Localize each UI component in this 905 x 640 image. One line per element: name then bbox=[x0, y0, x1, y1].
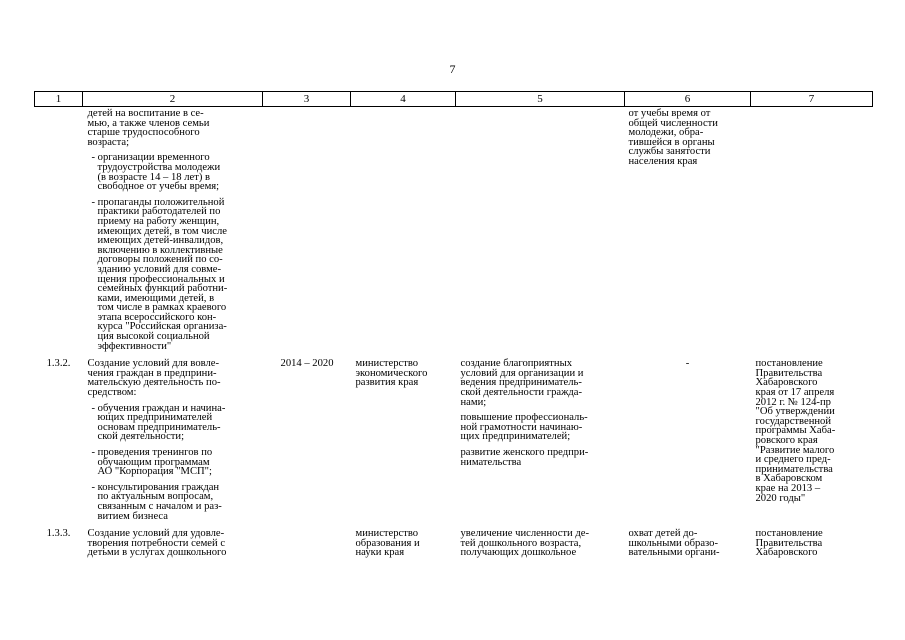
legal-basis-cell: постановление Правительства Хабаровского bbox=[755, 528, 823, 559]
table-row bbox=[35, 107, 873, 360]
measure-paragraph: Создание условий для вовле- чения граждан в предприни- мательскую деятельность по- средством: bbox=[87, 358, 221, 399]
column-number-6: 6 bbox=[625, 92, 751, 107]
indicator-cell: охват детей до- школьными образо- вательными органи- bbox=[628, 528, 720, 559]
result-paragraph: создание благоприятных условий для организации и ведения предприниматель- ской деятельности гражда- нами; bbox=[460, 358, 584, 408]
column-number-4: 4 bbox=[351, 92, 456, 107]
column-number-5: 5 bbox=[456, 92, 625, 107]
column-number-row bbox=[35, 92, 873, 107]
measure-paragraph: - пропаганды положительной практики работодателей по приему на работу женщин, имеющих детей, в том числе имеющих детей-инвалидов, включению в коллективные договоры положений по со- зданию условий для совме- щения профессиональных и семейных функций работни- ками, имеющими детей, в том числе в рамках краевого этапа всероссийского кон- курса "Российская организа- ция высокой социальной эффективности" bbox=[91, 196, 228, 352]
executor-cell: министерство образования и науки края bbox=[355, 528, 420, 559]
legal-basis-cell bbox=[751, 107, 873, 360]
expected-results-cell bbox=[456, 107, 625, 360]
result-paragraph: увеличение численности де- тей дошкольного возраста, получающих дошкольное bbox=[460, 528, 589, 559]
measure-paragraph: Создание условий для удовле- творения потребности семей с детьми в услугах дошкольного bbox=[87, 528, 227, 559]
expected-results-cell bbox=[456, 529, 625, 558]
measure-description-cell bbox=[83, 107, 263, 360]
table-row bbox=[35, 529, 873, 558]
measure-paragraph: - организации временного трудоустройства молодежи (в возрасте 14 – 18 лет) в свободное от учебы время; bbox=[91, 152, 221, 193]
period-cell bbox=[263, 529, 351, 558]
table-row bbox=[35, 359, 873, 529]
measure-number-cell bbox=[35, 107, 83, 360]
measure-paragraph: детей на воспитание в се- мью, а также членов семьи старше трудоспособного возраста; bbox=[87, 108, 210, 148]
measure-description-cell bbox=[83, 359, 263, 529]
indicator-cell: - bbox=[685, 358, 690, 370]
column-number-3: 3 bbox=[263, 92, 351, 107]
measure-paragraph: - консультирования граждан по актуальным вопросам, связанным с началом и раз- витием бизнеса bbox=[91, 481, 222, 522]
column-number-7: 7 bbox=[751, 92, 873, 107]
result-paragraph: повышение профессиональ- ной грамотности начинаю- щих предпринимателей; bbox=[460, 412, 588, 443]
result-paragraph: развитие женского предпри- нимательства bbox=[460, 447, 589, 468]
executor-cell bbox=[351, 107, 456, 360]
measure-number-cell: 1.3.2. bbox=[46, 358, 71, 370]
period-cell bbox=[263, 107, 351, 360]
page-number: 7 bbox=[449, 62, 456, 76]
measure-number-cell: 1.3.3. bbox=[46, 528, 71, 540]
expected-results-cell bbox=[456, 359, 625, 529]
measure-description-cell bbox=[83, 529, 263, 558]
period-cell: 2014 – 2020 bbox=[280, 358, 334, 370]
column-number-2: 2 bbox=[83, 92, 263, 107]
indicator-cell: от учебы время от общей численности молодежи, обра- тившейся в органы службы занятости населения края bbox=[628, 108, 718, 167]
column-number-1: 1 bbox=[35, 92, 83, 107]
legal-basis-cell: постановление Правительства Хабаровского края от 17 апреля 2012 г. № 124-пр "Об утверждении государственной программы Хаба- ровского края "Развитие малого и среднего пред- принимательства в Хабаровском крае на 2013 – 2020 годы" bbox=[755, 358, 836, 504]
executor-cell: министерство экономического развития края bbox=[355, 358, 428, 389]
measure-paragraph: - обучения граждан и начина- ющих предпринимателей основам предприниматель- ской деятельности; bbox=[91, 402, 226, 443]
measure-paragraph: - проведения тренингов по обучающим программам АО "Корпорация "МСП"; bbox=[91, 447, 213, 478]
measures-table bbox=[34, 91, 873, 558]
